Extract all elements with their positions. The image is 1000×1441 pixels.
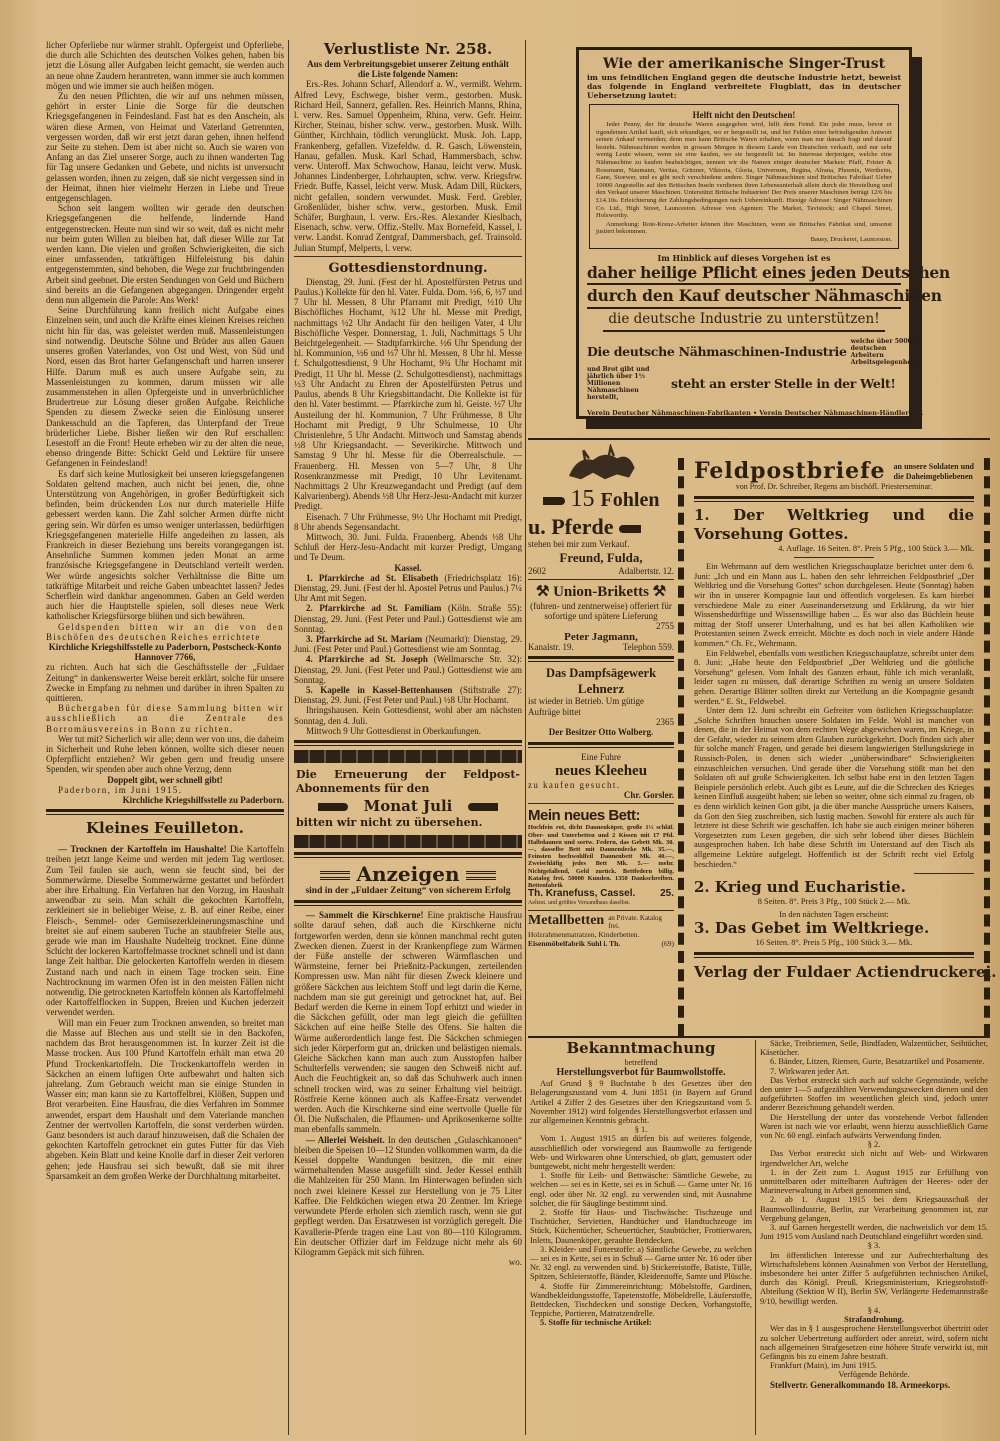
church-service: Dienstag, 29. Juni. (Fest der hl. Apostel Petrus und Paulus.) 7¼ Uhr Amt mit Segen. (294, 582, 522, 604)
feldpostbriefe-ad (678, 458, 997, 1036)
notice-item: Säcke, Treibriemen, Seile, Bindfaden, Walzentücher, Seihtücher, Käsetücher. (760, 1039, 988, 1058)
announcement: In den nächsten Tagen erscheint: (779, 909, 889, 919)
booklet-title: 1. Der Weltkrieg und die Vorsehung Gottes. (694, 505, 974, 543)
decorative-band (294, 835, 522, 848)
bekanntmachung-right (760, 1036, 988, 1390)
hammer-icon: ⚒ (652, 583, 667, 600)
church-name: 2. Pfarrkirche ad St. Familiam (306, 603, 442, 614)
kassel-item (294, 654, 522, 685)
church-name: 1. Pfarrkirche ad St. Elisabeth (306, 572, 439, 583)
feldpost-abo-ad (294, 766, 522, 832)
weisheit-lead: — Allerlei Weisheit. (306, 1134, 385, 1145)
horse-firm: Freund, Fulda, (559, 549, 643, 565)
gottesdienst-text: Ihringshausen. Kein Gottesdienst, wohl aber am nächsten Sonntag, den 4. Juli. (294, 705, 522, 726)
publisher: Verlag der Fuldaer Actiendruckerei. (694, 962, 997, 981)
flyer-box (589, 104, 899, 249)
sawmill-owner: Der Besitzer Otto Wolberg. (548, 727, 654, 738)
hay-text: Eine Fuhre (581, 751, 621, 762)
notice-item: 7. Wirkwaren jeder Art. (770, 1066, 850, 1076)
feldpost-title: Feldpostbriefe (694, 458, 886, 485)
industry-name: Die deutsche Nähmaschinen-Industrie (587, 344, 847, 359)
testimonial: Ein Feldwebel, ebenfalls vom westlichen Kriegsschauplatze, schreibt unter dem 8. Juni: „Habe heute den Feldpostbrief „Der Weltkrieg und die göttliche Vorsehung“ gelesen. Vom Inhalt des Ganzen erbaut, fühle ich mich veranlaßt, leider sagen zu müssen, daß derartige Schriften zu wenig an unsere Soldaten gehen. Derartige Blätter sollten direkt zur Verteilung an die Kompagnie gesandt werden.“ E. St., Feldwebel. (694, 648, 974, 706)
article-paragraph: Geldspenden bitten wir an die von den Bischöfen des deutschen Reiches errichtete (46, 621, 284, 642)
divider (528, 803, 674, 804)
booklet-title: 3. Das Gebet im Weltkriege. (694, 919, 930, 938)
notice-intro: Auf Grund § 9 Buchstabe b des Gesetzes über den Belagerungszustand vom 4. Juni 1851 (in Bayern auf Grund Artikel 4 Ziffer 2 des Gesetzes über den Kriegszustand vom 5. November 1912) wird folgendes Herstellungsverbot erlassen und zur allgemeinen Kenntnis gebracht. (530, 1079, 752, 1126)
section-mark: § 4. (867, 1305, 881, 1315)
divider (294, 852, 522, 858)
horse-ad (528, 440, 674, 576)
booklet-info: 4. Auflage. 16 Seiten. 8°. Preis 5 Pfg., 100 Stück 3.— Mk. (778, 543, 974, 553)
anzeigen-title-row (294, 862, 522, 886)
anzeigen-sub: sind in der „Fuldaer Zeitung“ von sicherem Erfolg (305, 886, 511, 896)
notice-item: 2. Stoffe für Haus- und Tischwäsche: Tischzeuge und Tischtücher, Servietten, Handtücher und Handtuchzeuge im Stück, Küchentücher, Scheuertücher, Staubtücher, Frottierwaren, Inletts, Daunenköper, gerauhte Bettdecken. (530, 1208, 752, 1245)
briquettes-ad (528, 583, 674, 652)
church-service: Dienstag, 29. Juni. (Fest Peter und Paul.) Gottesdienst wie am Sonntag. (294, 613, 522, 634)
ornament-bar (466, 871, 496, 880)
horse-address-row (528, 566, 674, 576)
metal-text: Holzrahmenmatratzen, Kinderbetten. (528, 929, 640, 939)
section-mark: § 1. (634, 1125, 648, 1135)
pointing-hand-icon (619, 525, 641, 533)
union-text: (fuhren- und zentnerweise) offeriert für sofortige und spätere Lieferung (530, 600, 672, 622)
clover-hay-ad (528, 752, 674, 801)
gottesdienst-title: Gottesdienstordnung. (328, 260, 488, 276)
bekanntmachung-left (530, 1036, 752, 1328)
church-address: (Neumarkt): (425, 633, 471, 644)
union-phone: Telephon 559. (622, 642, 674, 653)
verlustliste-names: Ers.-Res. Johann Scharf, Allendorf a. W., vermißt. Wehrm. Alfred Levy, Eschwege, bisher verm., gestorben. Musk. Richard Heil, Sannerz, gefallen. Res. Heinrich Manns, Rhina, l. verw. Res. Samuel Oppenheim, Rhina, verw. Gefr. Heinr. Kircher, Steinau, bisher schw. verw., gestorben. Musk. Wilh. Günther, Kirchhain, tödlich verunglückt. Musk. Joh. Lapp, Frankenberg, gefallen. Vizefeldw. d. R. Gasch, Löwenstein, Hanau, gefallen. Musk. Karl Schad, Hammersbach, schw. verw. Unteroff. Max Schwochow, Hanau, leicht verw. Musk. Johannes Lindenberger, Lohrhaupten, schw. verw. Kriegsfrw. Friedr. Buffe, Kassel, leicht verw. Musk. Adam Dill, Rückers, nicht gefallen, sondern verwundet. Musk. Ferd. Grebler, Großenlüder, bisher schw. verw., gestorben. Musk. Emil Schäfer, Burghaun, l. verw. Ers.-Res. Alexander Kieslbach, Eisenach, schw. verw. Offiz.-Stellv. Max Bornefeld, Kassel, l. verw. Landst. Konrad Zentgraf, Dammersbach, gef. Trainsold. Julian Stumpf, Melperts, l. verw. (294, 79, 522, 253)
hay-name: Chr. Gorsler. (623, 790, 674, 801)
sawmill-title: Das Dampfsägewerk (545, 666, 657, 681)
industry-side: welche über 50000 deutschen Arbeitern Arbeitsgelegenheit (850, 337, 917, 366)
ad-number: 2365 (656, 716, 674, 727)
notice-title: Bekanntmachung (566, 1039, 716, 1057)
column-rule (525, 40, 526, 1435)
industry-claim: steht an erster Stelle in der Welt! (671, 375, 896, 391)
flyer-text: Jeder Penny, der für deutsche Waren ausgegeben wird, hilft dem Feind. Ein jeder muss, bevor er irgendeinen Artikel kauft, sich erkundigen, wo er hergestellt ist, und bei Fehlen einer befriedigenden Antwort seinen Ankauf vermeiden; denn man kann Britische Waren erhalten, wenn man nur danach fragt und darauf besteht. Nähmaschinen werden in grossen Mengen in diesem Lande von Deutschen verkauft, und nur sehr wenig Leute wissen, wenn sie eine kaufen, wo sie hergestellt ist. Im Interesse derjenigen, welche eine Nähmaschine zu kaufen beabsichtigen, nennen wir die Namen einiger deutscher Marken: Pfaff, Frister & Rossmann, Naumann, Veritas, Gritzner, Viktoria, Gloria, Universum, Regina, Afrana, Phoenix, Wertheim, Gane, Stoewer, und es gibt noch verschiedene andere. Singer Nähmaschinen sind Britisches Fabrikat! Ueber 10000 Angestellte auf den Britischen Inseln verdienen ihren Lebensunterhalt allein durch die Herstellung und den Verkauf unserer Maschinen. Unterstützt Britische Industrien! Der Preis unserer Maschinen beträgt 12/6 bis £14.10s. Erleichterung der Zahlungsbedingungen nach Uebereinkunft. Hiesige Adresse: Singer Nähmaschinen Co. Ltd., High Street, Launceston. Adresse von Agenten: The Market, Tavistock; and Chapel Street, Holsworthy. (596, 121, 892, 220)
anzeigen-title: Anzeigen (356, 862, 460, 886)
kriegshilfe-address: Kirchliche Kriegshilfsstelle zu Paderborn, Postscheck-Konto Hannover 7766, (48, 641, 282, 663)
column-rule (288, 40, 289, 1435)
article-signature: Kirchliche Kriegshilfsstelle zu Paderborn. (122, 795, 284, 806)
horse-text: stehen bei mir zum Verkauf. (528, 539, 630, 550)
feldpost-subtitle: an unsere Soldaten und die Daheimgebliebenen (893, 462, 974, 481)
pointing-hand-icon (543, 497, 565, 505)
church-address: (Köln. Straße 55): (448, 603, 523, 614)
article-paragraph: zu richten. Auch hat sich die Geschäftsstelle der „Fuldaer Zeitung“ in dankenswerter Weise bereit erklärt, solche für unsere Zwecke in Empfang zu nehmen und darüber in ihren Spalten zu quittieren. (46, 662, 284, 703)
notice-text: Wer das in § 1 ausgesprochene Herstellungsverbot übertritt oder zu solcher Uebertretung auffordert oder anreizt, wird, sofern nicht nach allgemeinen Strafgesetzen eine höhere Strafe verwirkt ist, mit Gefängnis bis zu einem Jahre bestraft. (760, 1324, 988, 1361)
notice-authority: Verfügende Behörde. (838, 1370, 910, 1380)
bed-text: Hochfein rot, dicht Daunenköper, große 1½ schläf. Ober- und Unterbetten und 2 Kissen mit 17 Pfd. Halbdaunen und sortw. Federn, das Gebett Mk. 30.—, dasselbe Bett mit Daunendecke Mk. 35.—, Feinsten hochwohlfeil Daunenbett Mk. 40.—, Zweischläfig jedes Bett Mk. 5.— mehr. Nichtgefallend, Geld zurück. Bettfedern billig. Katalog frei. 50000 Kunden. 1350 Dankschreiben. Bettenfabrik (528, 824, 674, 890)
notice-text: Das Verbot erstreckt sich nicht auf Web- und Wirkwaren irgendwelcher Art, welche (760, 1149, 988, 1168)
notice-item: 4. Stoffe für Zimmereinrichtung: Möbelstoffe, Gardinen, Wandbekleidungsstoffe, Tapetenstoffe, Möbeldrelle, Läuferstoffe, Bettdecken, Tischdecken und sonstige Decken, Vorhangstoffe, Teppiche, Portieren, Matratzendrelle. (530, 1281, 752, 1319)
notice-item: 6. Bänder, Litzen, Riemen, Gurte, Besatzartikel und Posamente. (770, 1057, 985, 1067)
ad-number: 2755 (656, 621, 674, 632)
feuilleton-paragraph (46, 844, 284, 1017)
divider (294, 900, 522, 906)
bed-ad (528, 807, 674, 906)
industry-row-2 (587, 366, 901, 401)
weisheit-text: In den deutschen „Gulaschkanonen“ bleiben die Speisen 10—12 Stunden vollkommen warm, da die Kessel doppelte Wandungen besitzen, die mit einer wärmehaltenden Masse ausgefüllt sind. Jeder Kessel enthält die Mahlzeiten für 250 Mann. Im Hinterwagen befinden sich noch zwei kleinere Kessel zur Herstellung von je 75 Liter Kaffee. Die Feldküchen wiegen etwa 20 Zentner. Im Kriege verwundete Pferde erholen sich ziemlich rasch, wenn sie gut gepflegt werden. Das Ersatzwesen ist vorzüglich geregelt. Die Kavallerie-Pferde tragen eine Last von 80—110 Kilogramm. Ein deutscher Offizier darf im Feldzuge nicht mehr als 60 Kilogramm Gepäck mit sich führen. (294, 1134, 523, 1257)
notice-text: Vom 1. August 1915 an dürfen bis auf weiteres folgende, ausschließlich oder vorwiegend aus Baumwolle zu fertigende Web- und Wirkwaren ohne Unterschied, ob glatt, gemustert oder buntgewebt, nicht mehr hergestellt werden: (530, 1134, 752, 1172)
abo-text: bitten wir nicht zu übersehen. (296, 816, 483, 829)
booklet-title: 2. Krieg und Eucharistie. (694, 878, 906, 897)
church-name: 4. Pfarrkirche ad St. Joseph (306, 654, 428, 665)
notice-item: 2. ab 1. August 1915 bei dem Kriegsausschuß der Baumwollindustrie, Berlin, zur Verarbeitung genommen ist, zur Vergebung gelangen, (760, 1195, 988, 1223)
church-name: 3. Pfarrkirche ad St. Mariam (306, 633, 423, 644)
article-paragraph: Büchergaben für diese Sammlung bitten wir ausschließlich an die Zentrale des Borromäusvereins in Bonn zu richten. (46, 703, 284, 734)
feuilleton-paragraph: Will man ein Feuer zum Trocknen anwenden, so breitet man die Masse auf Blechen aus und stellt sie in den Backofen, nachdem das Brot herausgenommen ist. In kurzer Zeit ist die Masse trocken. Aus 100 Pfund Kartoffeln erhält man etwa 20 Pfund Trockenkartoffeln. Die Trockenkartoffeln werden in Säckchen an einem luftigen Orte aufbewahrt und halten sich jahrelang. Zum Gebrauch weicht man sie einige Stunden in Wasser ein; man kann sie zu Kartoffelbrei, Klößen, Suppen und Brot verarbeiten. Eine Hausfrau, die dies Verfahren im Sommer anwendet, erspart dem Haushalt und dem Vaterlande manchen Zentner der wertvollen Kartoffeln, die sonst verderben würden. Ganz besonders ist auch darauf hinzuweisen, daß die Schalen der gekochten Kartoffeln getrocknet ein gutes Futter für das Vieh abgeben. Kein Blatt und keine Knolle darf in dieser Zeit verloren gehen; jede Hausfrau sei sich bewußt, daß sie mit ihrer Sparsamkeit an dem großen Werke der Durchhaltung mitarbeitet. (46, 1017, 284, 1181)
church-name: 5. Kapelle in Kassel-Bettenhausen (306, 684, 453, 695)
kassel-item (294, 634, 522, 654)
section-mark: § 2. (867, 1140, 881, 1150)
divider (528, 579, 674, 580)
flyer-title: Helft nicht den Deutschen! (692, 110, 796, 120)
notice-item: 1. in der Zeit zum 1. August 1915 zur Erfüllung von unmittelbaren oder mittelbaren Aufträgen der Heeres- oder der Marineverwaltung in Arbeit genommen sind, (760, 1167, 988, 1196)
sawmill-place: Lehnerz (577, 681, 625, 697)
ad-number: (69) (661, 938, 674, 948)
singer-slogan-3: die deutsche Industrie zu unterstützen! (603, 309, 885, 332)
divider (294, 256, 522, 257)
feldpost-header (694, 458, 974, 485)
divider (140, 839, 190, 840)
metal-beds-ad (528, 914, 674, 948)
divider (294, 740, 522, 746)
horse-word: u. Pferde (528, 514, 614, 540)
abo-month: Monat Juli (363, 797, 453, 815)
horse-address: Adalbertstr. 12. (618, 565, 674, 576)
ornament-bar (320, 871, 350, 880)
industry-row (587, 337, 917, 366)
feuilleton-lead: — Trocknen der Kartoffeln im Haushalte! (58, 844, 227, 855)
divider (794, 557, 874, 558)
article-paragraph: licher Opferliebe nur wärmer strahlt. Opfergeist und Opferliebe, die durch alle Schichten des deutschen Volkes gehen, haben bis jetzt die Lösung aller Aufgaben leicht gemacht, sie werden auch an neue ohne Zaudern herantreten, wann immer sie auch kommen mögen und wie immer sie auch heißen mögen. (46, 40, 284, 91)
author-mark: wo. (508, 1257, 522, 1268)
union-firm: Peter Jagmann, (564, 630, 638, 643)
weisheit-paragraph (294, 1135, 522, 1257)
section-mark: § 3. (867, 1241, 881, 1251)
decorative-band (294, 750, 522, 763)
gottesdienst-text: Mittwoch 9 Uhr Gottesdienst in Oberkaufungen. (306, 725, 481, 736)
singer-trust-ad (576, 47, 950, 419)
divider (528, 742, 674, 748)
gottesdienst-text: Dienstag, 29. Juni. (Fest der hl. Apostelfürsten Petrus und Paulus.) Kollekte für den hl. Vater. Fulda. Dom. ½6, 6, ½7 und 7 Uhr hl. Messen, 8 Uhr Pfarramt mit Predigt, ½10 Uhr Bischöfliches Hochamt, ¾12 Uhr hl. Messe mit Predigt, nachmittags ½2 Uhr Andacht für den heiligen Vater, 4 Uhr Bischöfliche Vesper. Donnerstag, 1. Juli, Nachmittags 5 Uhr Beichtgelegenheit. — Stadtpfarrkirche. ½6 Uhr Spendung der hl. Kommunion, ½6 und ½7 Uhr hl. Messen, 8 Uhr hl. Messe f. Schulgottesdienst, 9 Uhr Hochamt, 9¾ Uhr Hochamt mit Predigt, 11 Uhr hl. Messe (2. Schulgottesdienst), nachmittags ½3 Uhr Andacht zu Ehren der Apostelfürsten Petrus und Paulus, abends 8 Uhr Kriegsbittandacht. Die Kollekte ist für den hl. Vater bestimmt. — Pfarrkirche zum hl. Geiste. ½7 Uhr Austeilung der hl. Kommunion, 7 Uhr Frühmesse, 8 Uhr Hochamt mit Predigt, 9 Uhr Schulmesse, 10 Uhr Christenlehre, 5 Uhr Andacht. Mittwoch und Samstag abends ½8 Uhr Kriegsandacht. — Severikirche. Mittwoch und Samstag 9 Uhr hl. Messe für die Oberrealschule. — Frauenberg. Hl. Messen von 5—7 Uhr, 8 Uhr Rosenkranzmesse mit Predigt, 10 Uhr Levitenamt. Nachmittags 2 Uhr Kreuzwegandacht und Predigt (auf dem Kalvarienberg). Abends ½8 Uhr Herz-Jesu-Andacht mit kurzer Predigt. (294, 276, 522, 512)
notice-place-date: Frankfurt (Main), im Juni 1915. (770, 1361, 878, 1371)
ad-number: 25. (660, 888, 674, 900)
divider (528, 656, 674, 662)
article-paragraph: Wer tut mit? Sicherlich wir alle; denn wer von uns, die daheim in Sicherheit und Ruhe leben können, wollte sich dieser neuen Opferpflicht entziehen? Wir geben gern und freudig unsere Spenden, wir spenden aber auch ohne Verzug, denn (46, 733, 284, 775)
horses-illustration-icon (556, 444, 646, 484)
kassel-title: Kassel. (394, 562, 422, 573)
church-address: (Friedrichsplatz 16): (444, 572, 522, 583)
sawmill-ad (528, 666, 674, 737)
notice-text: Im öffentlichen Interesse und zur Aufrechterhaltung des Wirtschaftslebens können Ausnahmen von Verbot der Herstellung, insbesondere bei unter Ziffer 5 aufgeführten technischen Artikel, durch das Königl. Preuß. Kriegsministerium, Kriegsrohstoff-Abteilung (Sektion W II), Berlin SW, Verlängerte Hedemannstraße 9/10, bewilligt werden. (760, 1250, 988, 1306)
notice-text: Das Verbot erstreckt sich auch auf solche Gegenstände, welche den unter 1—5 aufgezählten Verwendungszwecken dienen und den aufgeführten Stoffen im wesentlichen gleich sind, jedoch unter anderer Bezeichnung gehandelt werden. (760, 1075, 988, 1113)
metal-firm-row (528, 939, 674, 948)
singer-footer: Verein Deutscher Nähmaschinen-Fabrikanten • Verein Deutscher Nähmaschinen-Händler e.V. (587, 408, 924, 417)
kassel-item (294, 573, 522, 604)
horse-headline-2 (528, 514, 674, 539)
kirschkerne-paragraph (294, 910, 522, 1134)
gottesdienst-text: Eisenach. 7 Uhr Frühmesse, 9½ Uhr Hochamt mit Predigt, 8 Uhr abends Segensandacht. (294, 511, 522, 532)
singer-title: Wie der amerikanische Singer-Trust (602, 56, 886, 72)
church-address: (Stiftstraße 27): (459, 684, 522, 695)
divider (46, 809, 284, 815)
notice-signature: Stellvertr. Generalkommando 18. Armeekorps. (770, 1379, 951, 1390)
notice-betreffend: betreffend (624, 1058, 658, 1067)
singer-lead: Im Hinblick auf dieses Vorgehen ist es (657, 252, 831, 263)
classified-ads-column (528, 440, 674, 948)
church-address: (Wellmarsche Str. 32): (433, 654, 522, 665)
kirschkerne-lead: — Sammelt die Kirschkerne! (306, 910, 424, 921)
notice-text: Die Herstellung der unter das vorstehende Verbot fallenden Waren ist nach wie vor erlaubt, wenn hierzu ausschließlich Garne von Nr. 60 engl. einfach aufwärts Verwendung finden. (760, 1112, 988, 1141)
horse-headline (528, 486, 674, 514)
article-paragraph: Schon seit langem wollten wir gerade den deutschen Kriegsgefangenen die helfende, lindernde Hand entgegenstrecken. Heute nun sind wir so weit, daß es nicht mehr nur beim guten Willen zu bleiben hat, daß dieser Wille zur Tat werden kann. Die vielen und großen Schwierigkeiten, die sich einer umfassenden, tatkräftigen Hilfeleistung bis dahin entgegenstemmten, sind behoben, die Wege zur fruchtbringenden Arbeit sind geebnet. Die ersten Sendungen von Geld und Büchern sind bereits an die Gefangenen abgegangen. Dringender ergeht denn nun allgemein die Parole: Ans Werk! (46, 203, 284, 306)
gottesdienst-text: Mittwoch, 30. Juni. Fulda. Frauenberg. Abends ½8 Uhr Schluß der Herz-Jesu-Andacht mit kurzer Predigt, Umgang und Te Deum. (294, 531, 522, 563)
hay-text: zu kaufen gesucht. (528, 779, 621, 790)
feuilleton-text: Die Kartoffeln treiben jetzt lange Keime und werden mit jedem Tag wertloser. Zum Teil faulen sie auch, wenn sie feucht sind, bei der Sommerwärme. Dieselbe Sommerwärme gestattet und befördert aber ihre Erhaltung. Ein Verfahren hat den Vorzug, im Haushalt anwendbar zu sein. Man schält die gekochten Kartoffeln, zerkleinert sie in beliebiger Weise, z. B. auf einer Reibe, einer Fleisch-, Semmel- oder Gemüsezerkleinerungsmaschine und breitet sie auf einem sauberen Tuche an staubfreier Stelle aus, gerade wie man im Haushalte Nudelteig trocknet. Eine dünne Schicht der lockeren Kartoffelmasse trocknet schnell und ist dann lange Zeit haltbar. Die gelockerten Kartoffeln werden in diesem Zustand nach und nach in einem Tage trocken sein. Eine Nachtrocknung im warmen Ofen ist in den meisten Fällen nicht notwendig. Die getrockneten Kartoffeln können als Kartoffelmehl oder Kartoffelflocken in Suppen, Breien und Kuchen jederzeit verwendet werden. (46, 844, 284, 1018)
divider (694, 496, 974, 502)
section-title: Strafandrohung. (844, 1315, 904, 1325)
notice-item: 3. Kleider- und Futterstoffe: a) Sämtliche Gewebe, zu welchen — sei es in Kette, sei es in Schuß — Garne unter Nr. 16 oder über Nr. 32 engl. zu verwenden sind. b) Stickereistoffe, Batiste, Tülle, Spitzen, Schleierstoffe, Bänder, Kleiderstoffe, Samte und Plüsche. (530, 1244, 752, 1282)
metal-title: Metallbetten (528, 913, 605, 929)
pointing-hand-icon (318, 803, 348, 811)
union-title: Union-Briketts (553, 583, 649, 600)
booklet-info: 16 Seiten. 8°. Preis 5 Pfg., 100 Stück 3.— Mk. (755, 938, 913, 948)
feuilleton-title: Kleines Feuilleton. (85, 819, 245, 838)
column-rule (755, 1040, 756, 1435)
hay-title: neues Kleeheu (554, 762, 648, 779)
notice-subject: Herstellungsverbot für Baumwollstoffe. (556, 1067, 726, 1079)
metal-sub: an Private. Katalog frei. (608, 913, 663, 930)
divider (528, 910, 674, 911)
article-paragraph: Zu den neuen Pflichten, die wir auf uns nehmen müssen, gehört in erster Linie die Sorge für die deutschen Kriegsgefangenen in Feindesland. Fast hat es den Anschein, als wären diese Armen, von Heimat und Vaterland Getrennten, vergessen worden, daß wir erst jetzt daran gehen, ihnen helfend zur Seite zu stehen. Dem ist aber nicht so. Auch sie waren von Anfang an das Ziel unserer Sorge, auch zu ihnen wanderten Tag für Tag unsere Gedanken und Gebete, und nichts ist unversucht gelassen worden, ihnen zu zeigen, daß sie nicht vergessen sind in der Heimat, ihnen hier vielmehr Herzen in Liebe und Treue entgegenschlagen. (46, 91, 284, 204)
pointing-hand-icon (468, 803, 498, 811)
article-paragraph: Es darf sich keine Mutlosigkeit bei unseren kriegsgefangenen Soldaten geltend machen, auch nicht bei jenen, die, ohne Unterstützung von Angehörigen, in großer Bedürftigkeit sich befinden, beim drückenden Los nur durch materielle Hilfe gebessert werden kann. Die Zahl solcher Armen dürfte nicht gering sein. Wir dürfen es umso weniger unterlassen, bedürftigen Kriegsgefangenen materielle Hilfe angedeihen zu lassen, als Frankreich in dieser Beziehung uns bereits vorangegangen ist. Ansehnliche Summen kommen jeden Monat an arme französische Kriegsgefangene in Deutschland verteilt werden. Wer würde angesichts solcher Verhältnisse die Bitte um tatkräftige Mitarbeit und reiche Gaben unbeachtet lassen? Jedes Scherflein wird dankbar angenommen. Gaben an Geld werden auch hier die Hauptstelle spielen, soll dieses neue Werk katholischer Kriegsfürsorge blühen und sich bewähren. (46, 468, 284, 622)
kassel-item (294, 685, 522, 705)
union-address-row (528, 642, 674, 652)
ad-number: 2602 (528, 565, 546, 576)
divider (694, 952, 974, 958)
metal-firm: Eisenmöbelfabrik Suhl i. Th. (528, 938, 621, 948)
church-service: Dienstag, 29. Juni. (Fest Peter und Paul.) Gottesdienst wie am Sonntag. (294, 633, 523, 655)
singer-slogan-2: durch den Kauf deutscher Nähmaschinen (587, 285, 901, 309)
notice-item: 1. Stoffe für Leib- und Bettwäsche: Sämtliche Gewebe, zu welchen — sei es in Kette, sei es in Schuß — Garne unter Nr. 16 engl. oder über Nr. 32 engl. zu verwenden sind, mit Ausnahme solcher, die für Säuglinge bestimmt sind. (530, 1171, 752, 1208)
testimonial: Unter dem 12. Juni schreibt ein Gefreiter vom östlichen Kriegsschauplatze: „Solche Schriften brauchen unsere Soldaten im Felde. Wohl ist mancher von denen, die in der Heimat von dem rechten Wege abgewichen waren, im Kriege, in der Gefahr, wieder zu seinem alten Glauben zurückgekehrt. Doch finden sich aber für solche manch' Fragen, und gerade bei diesem langwierigen Stellungskriege in Russisch-Polen, in denen sich wieder „unüberwindbare“ Schwierigkeiten einzuschleichen versuchen. Und gerade über die Vorsehung stößt man bei den Soldaten oft auf große Schwierigkeiten. Ich selbst habe erst in den letzten Tagen Beispiele persönlich erlebt. Auch gibt es Leute, auf die die Schrecken des Krieges keinen Einfluß ausgeübt haben; sie leben so weiter, ohne sich einmal zu fragen, ob es denn wirklich keinen Gott gibt, ja die über manche Aussprüche unsers Kaisers, da Gott den Sieg zuschreiben, sich lustig machen. Sowohl für erstere als auch für letztere ist diese Schrift wie geschaffen. Ich habe sie auch einigen meiner höheren Vorgesetzten zum Lesen gegeben, die sich sehr lobend über dieses Büchlein ausgesprochen haben. Ich habe diese Schrift im Unterstand auf den Tisch als allgemeine Lektüre aufgelegt. Hoffentlich ist der Schrift recht viel Erfolg beschieden.“ (694, 706, 974, 869)
kirschkerne-text: Eine praktische Hausfrau sollte darauf sehen, daß auch die Kirschkerne nicht fortgeworfen werden, denn sie können manchmal recht guten Zwecken dienen. Zuerst in der Krankenpflege zum Wärmen der Füße anstelle der schweren Wärmflaschen und Wärmsteine, ferner bei Prießnitz-Packungen, zerteilenden Kompressen usw. Man näht für diesen Zweck kleinere und größere Säckchen aus leichtem Stoff und legt darin die Kerne, nachdem man sie gut gereinigt und getrocknet hat, auf. Bei Bedarf werden die Kerne in einem Topf erhitzt und wieder in die Säckchen gefüllt, oder man legt gleich die gefüllten Säckchen auf eine heiße Stelle des Ofens. Sie halten die Wärme außerordentlich lange fest. Die Säckchen schmiegen sich jeder Körperform gut an, drücken und belästigen niemals. Gleiche Säckchen kann man auch zum Ausstopfen halber Schulterfells verwenden; sie saugen den Schweiß nicht auf. Auch die Feuchtigkeit an, so daß das Schuhwerk auch innen schnell trocken wird, was zu seiner Erhaltung viel beiträgt. Röstfreie Kerne können auch als Kaffee-Ersatz verwendet werden. Auch die Kirschkerne sind eine wertvolle Quelle für Öl. Die Nußschalen, die Pflaumen- und Aprikosenkerne sollte man ebenfalls sammeln. (294, 910, 523, 1135)
bed-firm-row (528, 889, 674, 899)
verlustliste-title: Verlustliste Nr. 258. (323, 40, 493, 58)
slogan: Doppelt gibt, wer schnell gibt! (107, 774, 223, 785)
column-1 (46, 40, 284, 1181)
divider (914, 873, 974, 874)
notice-item: 5. Stoffe für technische Artikel: (540, 1318, 652, 1328)
industry-left: und Brot gibt und jährlich über 1½ Millionen Nähmaschinen herstellt, (587, 365, 650, 401)
horse-word: Fohlen (600, 489, 660, 512)
article-paragraph: Seine Durchführung kann freilich nicht Aufgabe eines Einzelnen sein, und auch die Kräfte eines kleinen Kreises reichen nicht hin für das, was geleistet werden muß. Massenleistungen sind notwendig. Deutsche Söhne und Brüder aus allen Gauen unseres großen Vaterlandes, von Ost und West, von Süd und Nord, essen das Brot harter Gefangenschaft und harren unserer Hilfe. Darum muß es auch unsere Aufgabe sein, zu Massenleistungen zu kommen, darum müssen wir alle zusammenstehen in allen Opfergeiste und in unverbrüchlicher Brudertreue zur Lösung dieser großen Aufgabe. Reichliche Spenden zu diesem Zwecke seien die Einlösung unserer Dankesschuld an die Tapferen, das Unterpfand der Treue brüderlicher Liebe. Bisher ließen wir den Ruf erschallen: Lesestoff an die Front! Heute erheben wir zu der alten die neue, ebenso dringende Bitte: Schickt Geld und Lektüre für unsere Gefangenen in Feindesland! (46, 305, 284, 469)
hammer-icon: ⚒ (535, 583, 550, 600)
sawmill-text: ist wieder in Betrieb. Um gütige Aufträge bittet (528, 696, 644, 717)
booklet-info: 8 Seiten. 8°. Preis 3 Pfg., 100 Stück 2.— Mk. (757, 897, 911, 907)
union-address: Kanalstr. 19. (528, 642, 574, 653)
flyer-printer: Bauey, Druckerei, Launceston. (810, 235, 892, 243)
bed-footer: Aeltest. und größtes Versandhaus daselbst. (528, 899, 631, 906)
bed-title: Mein neues Bett: (528, 807, 641, 825)
column-2 (294, 40, 522, 1267)
flyer-note: Anmerkung: Rote-Kreuz-Arbeiter können ihre Maschinen, wenn sie Britisches Fabrikat sind, umsonst justiert bekommen. (596, 220, 892, 236)
testimonial: Ein Wehrmann auf dem westlichen Kriegsschauplatze berichtet unter dem 6. Juni: „Ich und ein Mann aus L. haben den sehr lehrreichen Feldpostbrief „Der Weltkrieg und die Vorsehung Gottes“ schon durchgelesen. Heute (Sonntag) haben wir ihn in unserer Kompagnie laut und öffentlich vorgelesen. Es kam hierbei verschiedene Male zu einer Auseinandersetzung und Erklärung, da wir hier Wissensbedürftige und Wissenswillige haben ... Es war also das Büchlein heute mittag der Stoff unserer Unterhaltung, und es hat bei allen Katholiken wie Protestanten seinen Zweck erreicht. Möchte es doch noch in viele andere Hände kommen.“ Ch. Fr., Wehrmann. (694, 562, 974, 648)
verlustliste-intro: Aus dem Verbreitungsgebiet unserer Zeitung enthält die Liste folgende Namen: (307, 59, 509, 80)
abo-text: Die Erneuerung der Feldpost-Abonnements für den (296, 768, 520, 795)
feldpost-author: von Prof. Dr. Schreiber, Regens am bischöfl. Priesterseminar. (735, 482, 933, 491)
church-service: Dienstag, 29. Juni. (Fest Peter und Paul.) ½8 Uhr Hochamt. (294, 695, 509, 706)
horse-count: 15 (570, 486, 595, 513)
notice-item: 3. auf Garnen hergestellt werden, die nachweislich vor dem 15. Juni 1915 vom Ausland nach Deutschland eingeführt worden sind. (760, 1223, 988, 1242)
kassel-item (294, 603, 522, 634)
singer-slogan-1: daher heilige Pflicht eines jeden Deutschen (587, 263, 901, 285)
abo-month-row (296, 796, 520, 816)
anzeigen-ad (294, 862, 522, 896)
singer-sub: im uns feindlichen England gegen die deutsche Industrie hetzt, beweist das folgende in England verbreitete Flugblatt, das in deutscher Uebersetzung lautet: (587, 73, 901, 100)
church-service: Dienstag, 29. Juni. (Fest Peter und Paul.) Gottesdienst wie am Sonntag. (294, 664, 522, 685)
kassel-list (294, 573, 522, 706)
bed-firm: Th. Kranefuss, Cassel. (528, 888, 636, 900)
article-place-date: Paderborn, im Juni 1915. (58, 784, 183, 795)
